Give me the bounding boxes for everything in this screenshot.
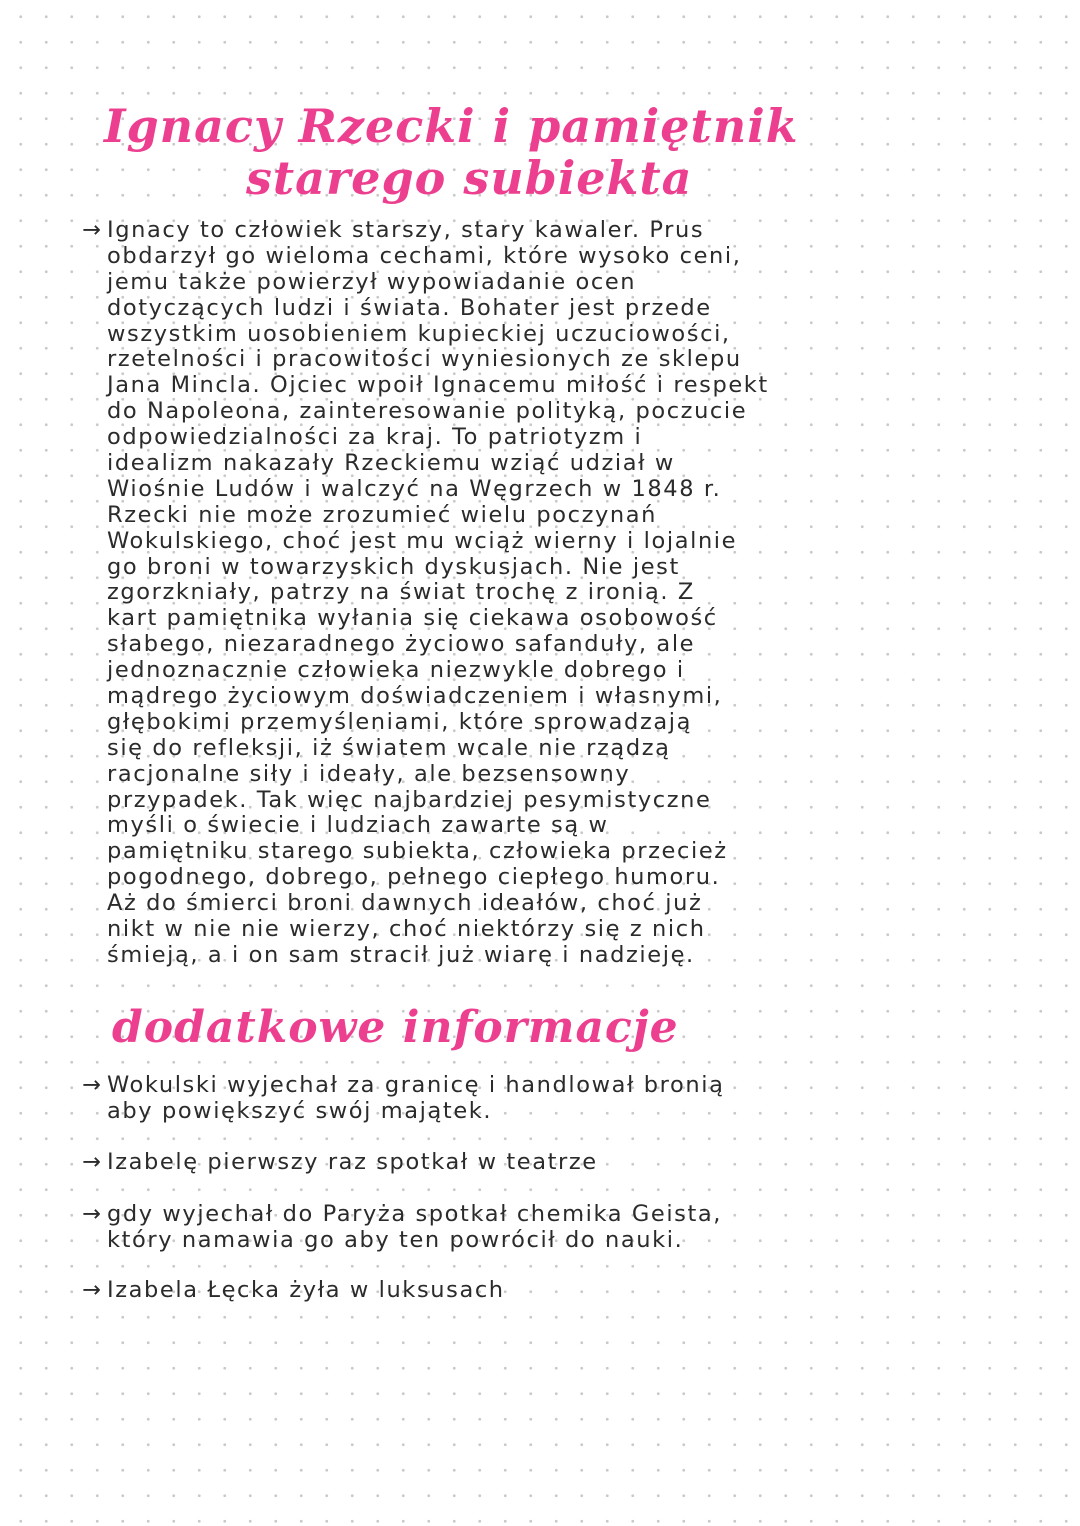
title-line-2: starego subiekta <box>246 151 693 205</box>
paragraph-line: nikt w nie nie wierzy, choć niektórzy się z nich <box>107 916 706 943</box>
note-item <box>82 1277 1002 1303</box>
paragraph-line: jednoznacznie człowieka niezwykle dobrego i <box>107 657 685 684</box>
paragraph-line: śmieją, a i on sam stracił już wiarę i nadzieję. <box>107 941 695 968</box>
note-line: → Izabela Łęcka żyła w luksusach <box>82 1277 505 1303</box>
note-item <box>82 1072 1002 1124</box>
paragraph-line: Wiośnie Ludów i walczyć na Węgrzech w 1848 r. <box>107 475 722 502</box>
section-heading: dodatkowe informacje <box>112 1002 679 1053</box>
paragraph-line: odpowiedzialności za kraj. To patriotyzm i <box>107 424 643 451</box>
paragraph-line: pamiętniku starego subiekta, człowieka przecież <box>107 838 728 865</box>
paragraph-line: pogodnego, dobrego, pełnego ciepłego humoru. <box>107 864 721 891</box>
paragraph-line: Aż do śmierci broni dawnych ideałów, choć już <box>107 890 703 917</box>
paragraph-line: go broni w towarzyskich dyskusjach. Nie jest <box>107 553 680 580</box>
note-line: → Wokulski wyjechał za granicę i handlował bronią <box>82 1072 725 1098</box>
paragraph-line: myśli o świecie i ludziach zawarte są w <box>107 812 609 839</box>
note-line: który namawia go aby ten powrócił do nauki. <box>107 1226 684 1253</box>
note-line: aby powiększyć swój majątek. <box>107 1097 493 1124</box>
paragraph-line: rzetelności i pracowitości wyniesionych ze sklepu <box>107 346 742 373</box>
paragraph-line: Wokulskiego, choć jest mu wciąż wierny i lojalnie <box>107 527 738 554</box>
paragraph-line: wszystkim uosobieniem kupieckiej uczuciowości, <box>107 320 731 347</box>
paragraph-line: kart pamiętnika wyłania się ciekawa osobowość <box>107 605 718 632</box>
paragraph-line: jemu także powierzył wypowiadanie ocen <box>107 268 637 295</box>
note-line: → Izabelę pierwszy raz spotkał w teatrze <box>82 1149 598 1175</box>
note-item <box>82 1149 1002 1175</box>
paragraph-line: do Napoleona, zainteresowanie polityką, poczucie <box>107 398 748 425</box>
arrow-right-icon: → <box>82 1277 103 1303</box>
arrow-right-icon: → <box>82 1072 103 1098</box>
paragraph-line: idealizm nakazały Rzeckiemu wziąć udział w <box>107 450 675 477</box>
title-line-1: Ignacy Rzecki i pamiętnik <box>104 99 799 153</box>
paragraph-line: słabego, niezaradnego życiowo safanduły, ale <box>107 631 696 658</box>
paragraph-line: głębokimi przemyśleniami, które sprowadzają <box>107 708 692 735</box>
paragraph-line: przypadek. Tak więc najbardziej pesymistyczne <box>107 786 712 813</box>
paragraph-line: Rzecki nie może zrozumieć wielu poczynań <box>107 501 658 528</box>
paragraph-line: dotyczących ludzi i świata. Bohater jest przede <box>107 294 712 321</box>
arrow-right-icon: → <box>82 1149 103 1175</box>
paragraph-line: się do refleksji, iż światem wcale nie rządzą <box>107 734 671 761</box>
note-item <box>82 1201 1002 1253</box>
arrow-right-icon: → <box>82 1201 103 1227</box>
paragraph-line: obdarzył go wieloma cechami, które wysoko ceni, <box>107 242 742 269</box>
note-line: → gdy wyjechał do Paryża spotkał chemika Geista, <box>82 1201 723 1227</box>
paragraph-line: racjonalne siły i ideały, ale bezsensowny <box>107 760 631 787</box>
paragraph-line: Jana Mincla. Ojciec wpoił Ignacemu miłość i respekt <box>107 372 769 399</box>
paragraph-line: zgorzkniały, patrzy na świat trochę z ironią. Z <box>107 579 695 606</box>
paragraph-line: mądrego życiowym doświadczeniem i własnymi, <box>107 683 723 710</box>
arrow-right-icon: → <box>82 217 103 243</box>
main-paragraph <box>82 218 982 969</box>
paragraph-line: → Ignacy to człowiek starszy, stary kawaler. Prus <box>82 217 705 243</box>
